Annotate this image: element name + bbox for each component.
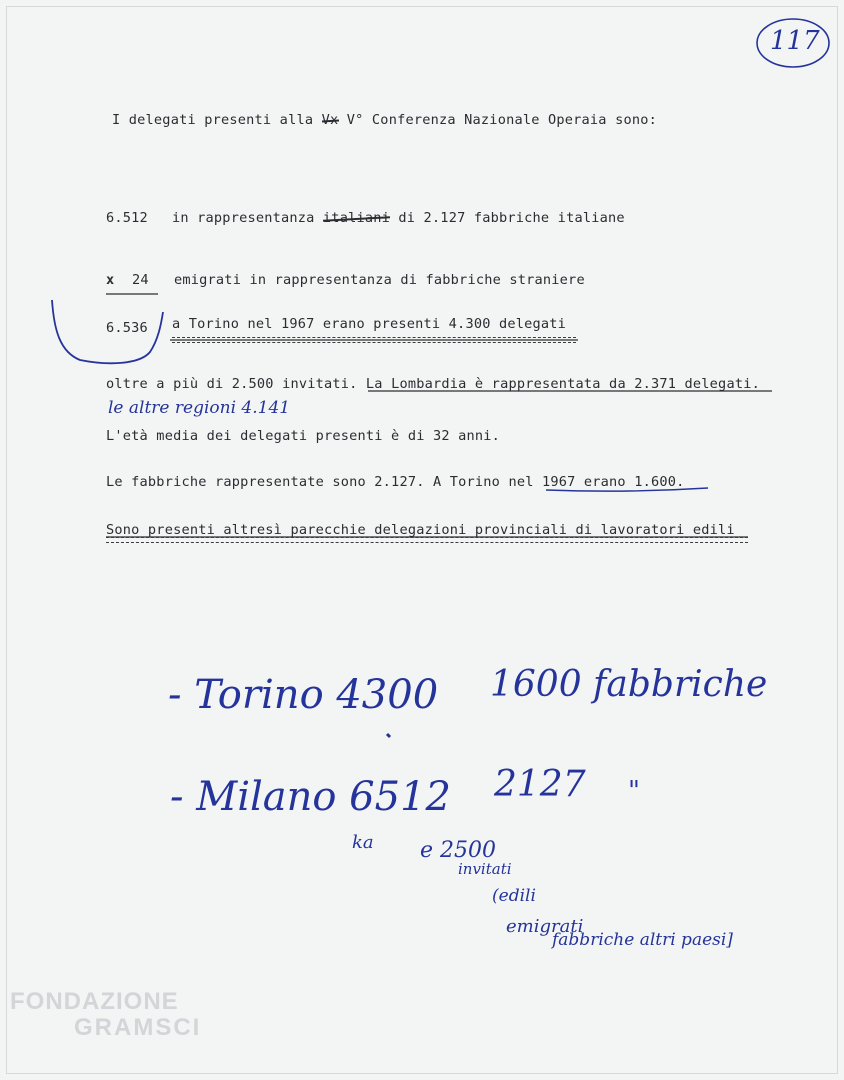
hw-emigrati: emigrati: [506, 916, 584, 937]
line6: Le fabbriche rappresentate sono 2.127. A Torino nel 1967 erano 1.600.: [106, 474, 685, 490]
row1-struck: italiani: [322, 210, 390, 226]
line5: L'età media dei delegati presenti è di 32 anni.: [106, 428, 501, 444]
row1-text-a: in rappresentanza: [172, 210, 323, 226]
intro-text-a: I delegati presenti alla: [112, 112, 322, 128]
hw-milano-fabbriche: 2127: [494, 764, 586, 805]
hw-torino-fabbriche: 1600 fabbriche: [490, 664, 768, 705]
row3-text: a Torino nel 1967 erano presenti 4.300 delegati: [172, 316, 567, 332]
row2-text: emigrati in rappresentanza di fabbriche straniere: [174, 272, 585, 288]
hw-invitati-num: e 2500: [420, 838, 497, 863]
row2-mark: [106, 272, 114, 288]
line4: [106, 376, 760, 392]
row1-text: [172, 210, 625, 226]
milano-dot-mark: [387, 734, 390, 737]
hw-fabbriche-paesi: fabbriche altri paesi]: [552, 930, 733, 950]
hw-altre-regioni: le altre regioni 4.141: [108, 398, 291, 418]
watermark-line2: GRAMSCI: [74, 1014, 202, 1041]
row2-xout: x: [106, 272, 115, 288]
hw-ka: ka: [352, 832, 374, 853]
fondazione-gramsci-watermark: [10, 990, 201, 1040]
intro-struck: Vx: [321, 112, 339, 128]
line7-double-underline: [106, 537, 748, 543]
hw-edili: (edili: [492, 886, 536, 906]
line4-lombardia: La Lombardia è rappresentata da 2.371 delegati.: [365, 376, 760, 392]
intro-line: [112, 112, 657, 128]
hw-invitati: invitati: [458, 860, 512, 878]
watermark-line1: FONDAZIONE: [10, 988, 179, 1015]
page-number: 117: [770, 26, 820, 56]
hw-ditto: ": [628, 776, 640, 806]
row1-number: 6.512: [106, 210, 148, 226]
row3-number: 6.536: [106, 320, 148, 336]
line4-a: oltre a più di 2.500 invitati.: [106, 376, 366, 392]
row1-text-b: di 2.127 fabbriche italiane: [390, 210, 625, 226]
hw-torino: - Torino 4300: [168, 672, 439, 718]
row3-double-underline: [172, 337, 576, 343]
line7: Sono presenti altresì parecchie delegazioni provinciali di lavoratori edili: [106, 522, 735, 538]
intro-text-b: V° Conferenza Nazionale Operaia sono:: [338, 112, 657, 128]
hw-milano: - Milano 6512: [170, 774, 451, 820]
row2-number: 24: [132, 272, 149, 288]
